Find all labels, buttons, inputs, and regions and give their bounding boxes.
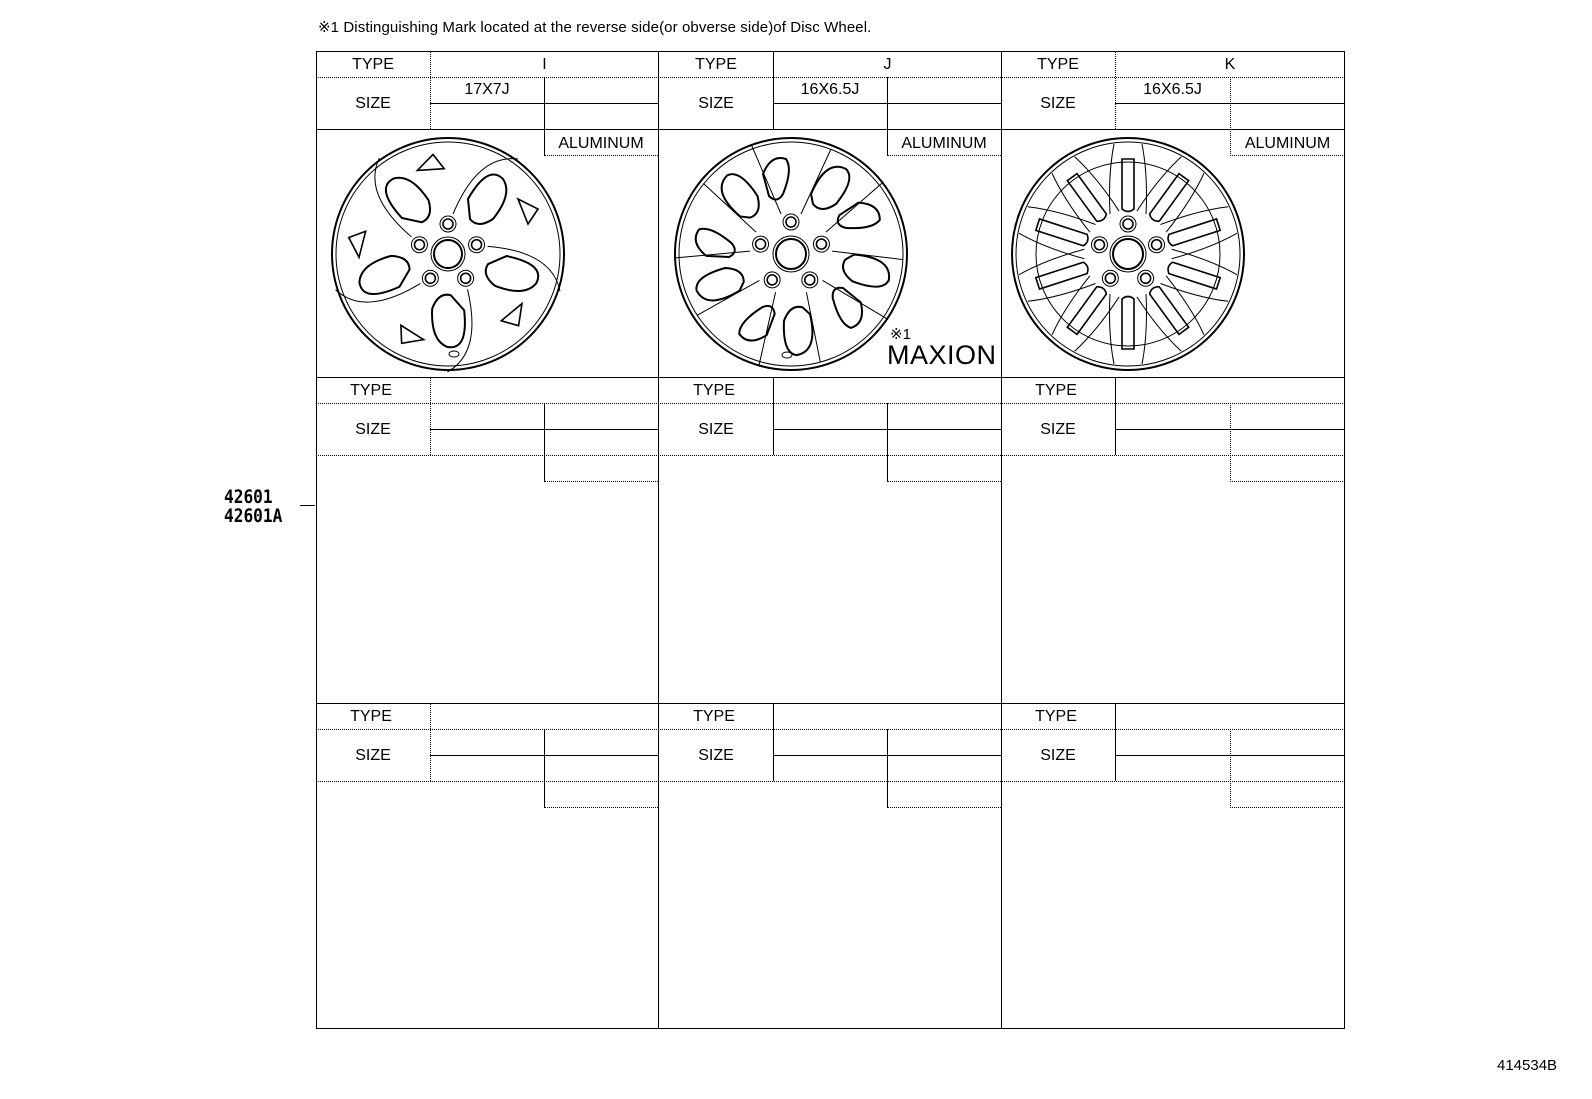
cell-divider (430, 377, 431, 455)
type-value: J (883, 56, 892, 73)
type-label: TYPE (1037, 56, 1079, 73)
material-value: ALUMINUM (1244, 135, 1331, 152)
block-divider (316, 703, 1345, 704)
material-box-bottom (887, 481, 1001, 482)
row-divider (316, 729, 1345, 730)
wheel-five-double-spoke-icon[interactable] (1010, 136, 1246, 372)
cell-divider (773, 377, 774, 455)
type-label: TYPE (693, 708, 735, 725)
type-label: TYPE (352, 56, 394, 73)
size-label: SIZE (1040, 421, 1076, 438)
block-divider (316, 377, 1345, 378)
size-label: SIZE (1040, 95, 1076, 112)
type-label: TYPE (350, 708, 392, 725)
material-value: ALUMINUM (901, 135, 987, 152)
figure-number: 414534B (1497, 1057, 1558, 1074)
type-label: TYPE (695, 56, 737, 73)
cell-divider (1115, 703, 1116, 781)
type-value: K (1224, 56, 1236, 73)
size-label: SIZE (1040, 747, 1076, 764)
distinguishing-mark-brand: MAXION (887, 340, 997, 370)
material-box-bottom (544, 481, 658, 482)
material-box-bottom (1230, 155, 1345, 156)
type-label: TYPE (1035, 382, 1077, 399)
material-value: ALUMINUM (558, 135, 644, 152)
cell-divider (544, 403, 545, 482)
cell-divider (430, 703, 431, 781)
material-box-bottom (1230, 481, 1345, 482)
type-label: TYPE (1035, 708, 1077, 725)
callout-leader-line (300, 505, 315, 506)
size-label: SIZE (698, 747, 734, 764)
cell-divider (1230, 729, 1231, 808)
wheel-ten-spoke-icon[interactable] (673, 136, 909, 372)
row-divider (316, 781, 1345, 782)
wheel-five-twisted-spoke-icon[interactable] (330, 136, 566, 372)
size-label: SIZE (355, 421, 391, 438)
distinguishing-mark-note: ※1 Distinguishing Mark located at the reverse side(or obverse side)of Disc Wheel. (318, 19, 872, 36)
row-divider (316, 77, 1345, 78)
size-value: 17X7J (464, 81, 510, 98)
row-divider (316, 129, 1345, 130)
material-box-bottom (544, 807, 658, 808)
cell-divider (544, 729, 545, 808)
material-box-bottom (1230, 807, 1345, 808)
part-number: 42601 (224, 486, 273, 508)
cell-divider (773, 703, 774, 781)
type-value: I (542, 56, 547, 73)
column-divider (1001, 51, 1002, 1029)
row-divider (316, 455, 1345, 456)
row-divider (316, 403, 1345, 404)
size-label: SIZE (698, 95, 734, 112)
cell-divider (887, 729, 888, 808)
size-value: 16X6.5J (1143, 81, 1202, 98)
part-number-callout (224, 488, 282, 526)
cell-divider (887, 403, 888, 482)
cell-divider (1115, 377, 1116, 455)
cell-divider (1230, 403, 1231, 482)
size-label: SIZE (355, 747, 391, 764)
type-label: TYPE (693, 382, 735, 399)
size-value: 16X6.5J (800, 81, 860, 98)
part-number: 42601A (224, 505, 283, 527)
distinguishing-mark-symbol: ※1 (890, 326, 911, 343)
size-label: SIZE (355, 95, 391, 112)
size-label: SIZE (698, 421, 734, 438)
material-box-bottom (887, 807, 1001, 808)
column-divider (658, 51, 659, 1029)
type-label: TYPE (350, 382, 392, 399)
